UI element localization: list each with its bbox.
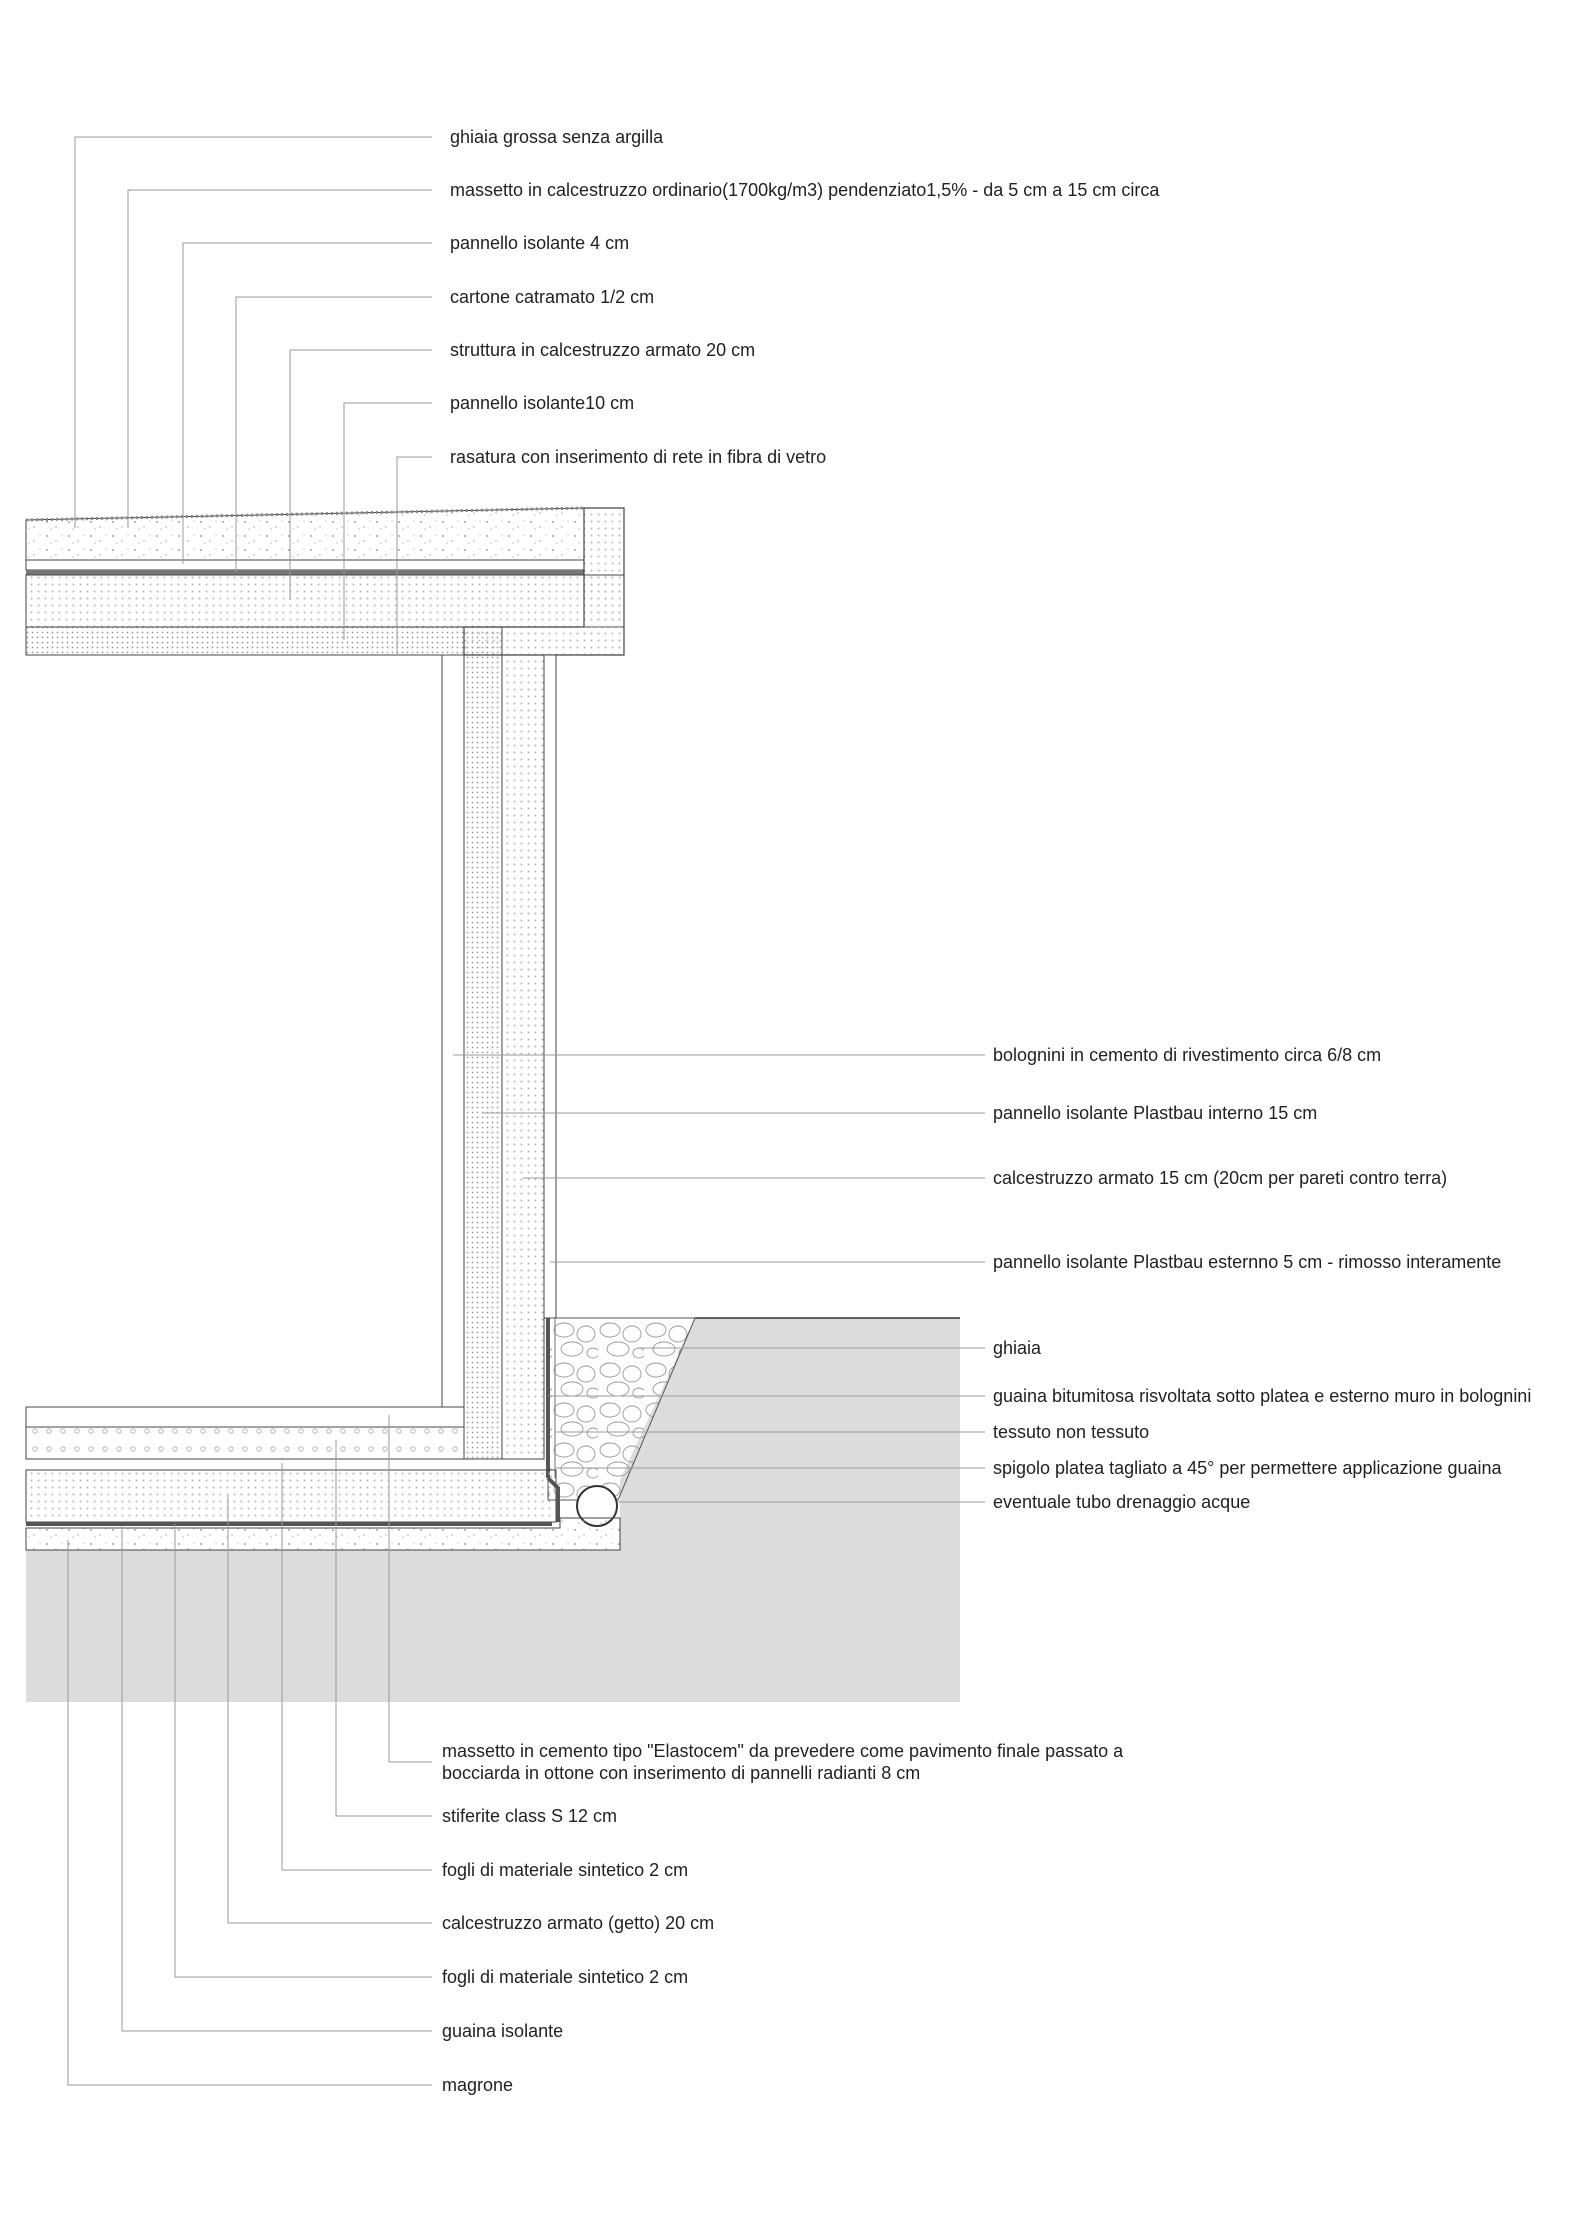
label-floor-screed: massetto in cemento tipo "Elastocem" da prevedere come pavimento finale passato a bocciarda in ottone con inserimento di pannelli radianti 8 cm — [442, 1741, 1124, 1783]
wall-insulation-exterior — [544, 655, 556, 1318]
label-roof-slab: struttura in calcestruzzo armato 20 cm — [450, 340, 756, 360]
label-floor-sheet-upper: fogli di materiale sintetico 2 cm — [442, 1860, 689, 1880]
label-wall-insulation-exterior: pannello isolante Plastbau esternno 5 cm - rimosso interamente — [993, 1252, 1502, 1272]
label-floor-sheet-lower: fogli di materiale sintetico 2 cm — [442, 1967, 689, 1987]
roof-tar-board — [26, 570, 584, 575]
floor-slab — [26, 1470, 556, 1522]
wall-concrete — [502, 655, 544, 1459]
label-non-woven-fabric: tessuto non tessuto — [993, 1422, 1150, 1442]
label-floor-membrane: guaina isolante — [442, 2021, 564, 2041]
label-floor-lean-concrete: magrone — [442, 2075, 514, 2095]
leader-roof-0 — [75, 137, 432, 528]
floor-screed-elastocem — [26, 1407, 464, 1427]
label-drainage-pipe: eventuale tubo drenaggio acque — [993, 1492, 1251, 1512]
label-roof-insulation-4cm: pannello isolante 4 cm — [450, 233, 630, 253]
roof-slab — [26, 575, 624, 627]
label-roof-insulation-10cm: pannello isolante10 cm — [450, 393, 635, 413]
label-slab-chamfer: spigolo platea tagliato a 45° per permettere applicazione guaina — [993, 1458, 1502, 1478]
label-wall-insulation-interior: pannello isolante Plastbau interno 15 cm — [993, 1103, 1318, 1123]
floor-insulation-stiferite — [26, 1427, 464, 1459]
label-floor-slab: calcestruzzo armato (getto) 20 cm — [442, 1913, 715, 1933]
label-roof-gravel: ghiaia grossa senza argilla — [450, 127, 664, 147]
leader-roof-1 — [128, 190, 432, 528]
wall-cladding-interior — [442, 655, 464, 1407]
label-roof-plaster: rasatura con inserimento di rete in fibra di vetro — [450, 447, 827, 467]
label-bitumen-membrane: guaina bitumitosa risvoltata sotto platea e esterno muro in bolognini — [993, 1386, 1532, 1406]
label-wall-cladding: bolognini in cemento di rivestimento circa 6/8 cm — [993, 1045, 1382, 1065]
label-wall-concrete: calcestruzzo armato 15 cm (20cm per pareti contro terra) — [993, 1168, 1448, 1188]
roof-insulation-4cm — [26, 560, 584, 570]
label-roof-screed: massetto in calcestruzzo ordinario(1700kg/m3) pendenziato1,5% - da 5 cm a 15 cm circa — [450, 180, 1160, 200]
label-roof-tar-board: cartone catramato 1/2 cm — [450, 287, 655, 307]
label-floor-insulation: stiferite class S 12 cm — [442, 1806, 618, 1826]
wall-insulation-interior — [464, 627, 502, 1459]
roof-screed — [26, 508, 584, 560]
label-gravel: ghiaia — [993, 1338, 1042, 1358]
roof-insulation-10cm — [26, 627, 464, 655]
